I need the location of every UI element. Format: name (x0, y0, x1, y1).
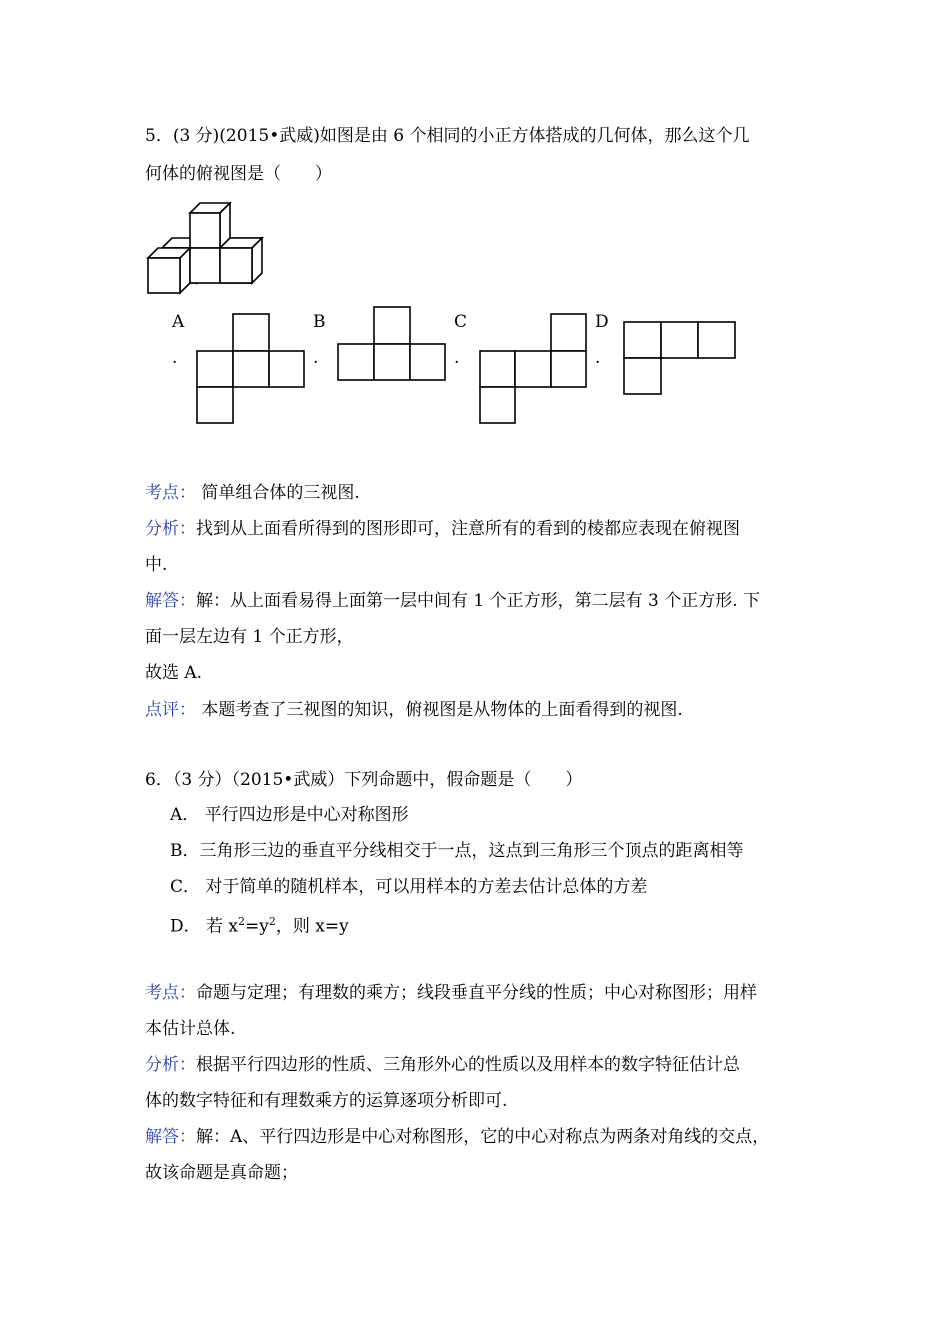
a5-kaodian-text: 简单组合体的三视图. (196, 483, 360, 503)
option-b-figure (337, 306, 447, 381)
q6-option-d-mid: =y (245, 916, 269, 937)
q6-option-d-prefix: D． 若 x (170, 916, 239, 937)
a5-dianping-label: 点评： (145, 700, 196, 720)
a6-kaodian (145, 982, 757, 1004)
cube-front-right (220, 238, 262, 283)
a5-dianping (145, 699, 683, 721)
a6-kaodian-text1: 命题与定理；有理数的乘方；线段垂直平分线的性质；中心对称图形；用样 (196, 983, 757, 1003)
option-c-label: C (454, 312, 468, 332)
option-d-figure (623, 321, 738, 396)
q6-option-d-sup1: 2 (238, 915, 246, 928)
option-d-label: D (595, 312, 609, 332)
a6-fenxi-text1: 根据平行四边形的性质、三角形外心的性质以及用样本的数字特征估计总 (196, 1055, 740, 1075)
q6-option-d-sup2: 2 (268, 915, 276, 928)
a5-jieda-line3: 故选 A. (145, 663, 203, 683)
a5-fenxi-label: 分析： (145, 519, 196, 539)
a5-kaodian-label: 考点： (145, 483, 196, 503)
a5-fenxi (145, 518, 740, 540)
a5-jieda (145, 590, 760, 612)
option-a-label: A (172, 312, 185, 332)
a6-kaodian-line2: 本估计总体. (145, 1019, 236, 1039)
a5-kaodian (145, 482, 360, 504)
a5-fenxi-line2: 中. (145, 555, 168, 575)
a6-jieda-line2: 故该命题是真命题； (145, 1163, 298, 1183)
q5-line1: 5．(3 分)(2015•武威)如图是由 6 个相同的小正方体搭成的几何体，那么这个几 (145, 126, 750, 146)
a5-jieda-label: 解答： (145, 591, 196, 611)
option-a-figure (196, 314, 306, 424)
a6-jieda (145, 1126, 769, 1148)
option-a-dot: . (172, 348, 178, 368)
option-d-dot: . (595, 348, 601, 368)
q6-option-c: C． 对于简单的随机样本，可以用样本的方差去估计总体的方差 (170, 877, 648, 897)
cube-top (190, 203, 230, 248)
q6-option-d (170, 911, 349, 938)
cube-front-mid (190, 248, 220, 283)
q6-option-b: B．三角形三边的垂直平分线相交于一点，这点到三角形三个顶点的距离相等 (170, 841, 744, 861)
a5-dianping-text: 本题考查了三视图的知识，俯视图是从物体的上面看得到的视图. (196, 700, 683, 720)
q5-line2: 何体的俯视图是（ ） (145, 164, 332, 184)
q6-stem: 6．（3 分）（2015•武威）下列命题中，假命题是（ ） (145, 770, 583, 790)
option-b-label: B (313, 312, 326, 332)
a5-jieda-text1: 解：从上面看易得上面第一层中间有 1 个正方形，第二层有 3 个正方形. 下 (196, 591, 761, 611)
a6-fenxi-line2: 体的数字特征和有理数乘方的运算逐项分析即可. (145, 1091, 508, 1111)
a6-jieda-label: 解答： (145, 1127, 196, 1147)
q6-option-d-suffix: ，则 x=y (275, 916, 349, 937)
option-c-dot: . (454, 348, 460, 368)
cube-figure (145, 203, 275, 293)
a6-fenxi-label: 分析： (145, 1055, 196, 1075)
a6-kaodian-label: 考点： (145, 983, 196, 1003)
option-b-dot: . (313, 348, 319, 368)
option-c-figure (479, 314, 589, 424)
a5-fenxi-text1: 找到从上面看所得到的图形即可，注意所有的看到的棱都应表现在俯视图 (196, 519, 740, 539)
cube-front-left (148, 248, 190, 293)
a6-jieda-text1: 解：A、平行四边形是中心对称图形，它的中心对称点为两条对角线的交点， (196, 1127, 770, 1147)
q6-option-a: A． 平行四边形是中心对称图形 (170, 805, 409, 825)
a5-jieda-line2: 面一层左边有 1 个正方形， (145, 627, 354, 647)
a6-fenxi (145, 1054, 740, 1076)
